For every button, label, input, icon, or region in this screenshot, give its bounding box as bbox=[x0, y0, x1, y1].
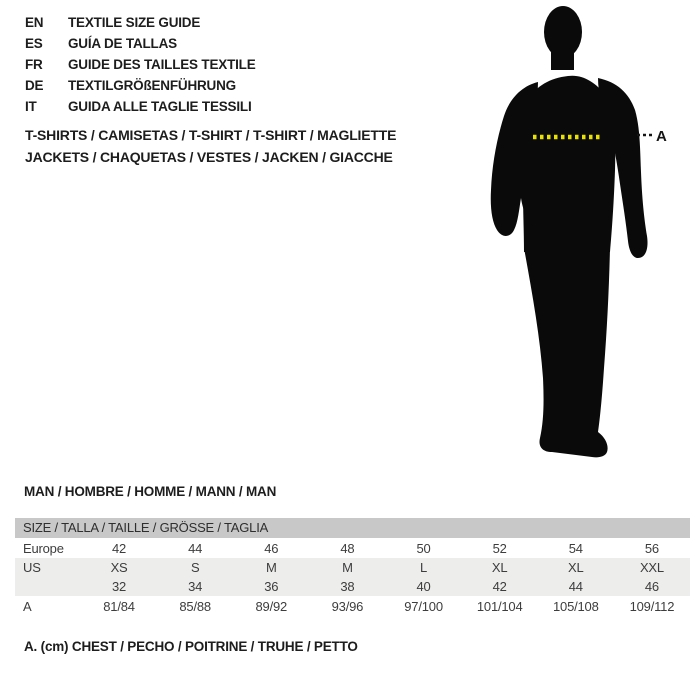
size-cell: 54 bbox=[568, 540, 583, 556]
language-title: GUÍA DE TALLAS bbox=[68, 36, 177, 51]
silhouette-legs bbox=[524, 248, 610, 457]
size-cell: 32 bbox=[112, 579, 127, 594]
language-code: IT bbox=[25, 99, 37, 114]
size-cell: S bbox=[190, 560, 200, 575]
size-cell: 36 bbox=[264, 579, 279, 594]
row-label: US bbox=[23, 560, 41, 575]
table-row-numeric bbox=[15, 577, 690, 596]
language-row-fr bbox=[25, 54, 256, 75]
size-table bbox=[15, 518, 690, 616]
man-silhouette-shape bbox=[491, 6, 648, 457]
man-section-heading: MAN / HOMBRE / HOMME / MANN / MAN bbox=[24, 484, 277, 499]
size-cell: XL bbox=[568, 560, 584, 575]
language-code: EN bbox=[25, 15, 44, 30]
measurement-footnote: A. (cm) CHEST / PECHO / POITRINE / TRUHE / PETTO bbox=[24, 639, 358, 654]
size-table-header: SIZE / TALLA / TAILLE / GRÖSSE / TAGLIA bbox=[15, 518, 690, 538]
language-code: DE bbox=[25, 78, 44, 93]
size-cell: XL bbox=[491, 560, 508, 575]
chest-marker-label: A bbox=[656, 128, 667, 145]
language-row-de bbox=[25, 75, 256, 96]
size-cell: 46 bbox=[264, 540, 279, 556]
size-cell: L bbox=[420, 560, 428, 575]
language-title: GUIDA ALLE TAGLIE TESSILI bbox=[68, 99, 252, 114]
size-cell: 97/100 bbox=[404, 598, 443, 614]
size-cell: M bbox=[265, 560, 277, 575]
language-code: FR bbox=[25, 57, 43, 72]
table-row-europe bbox=[15, 538, 690, 558]
language-title: TEXTILGRÖßENFÜHRUNG bbox=[68, 78, 236, 93]
man-silhouette-figure bbox=[480, 0, 700, 470]
size-cell: 56 bbox=[644, 540, 659, 556]
size-cell: 50 bbox=[416, 540, 431, 556]
size-cell: 105/108 bbox=[553, 598, 599, 614]
language-row-it bbox=[25, 96, 256, 117]
size-cell: 42 bbox=[112, 540, 127, 556]
language-code: ES bbox=[25, 36, 43, 51]
size-cell: 109/112 bbox=[629, 598, 675, 614]
silhouette-left-arm bbox=[491, 82, 544, 236]
size-cell: 48 bbox=[340, 540, 355, 556]
size-cell: 85/88 bbox=[179, 598, 211, 614]
size-cell: 81/84 bbox=[103, 598, 135, 614]
size-cell: 44 bbox=[188, 540, 203, 556]
row-label: A bbox=[23, 598, 32, 614]
size-cell: 40 bbox=[416, 579, 431, 594]
category-jackets: JACKETS / CHAQUETAS / VESTES / JACKEN / GIACCHE bbox=[25, 149, 393, 165]
size-cell: 52 bbox=[492, 540, 507, 556]
table-row-chest-a bbox=[15, 596, 690, 616]
size-cell: 34 bbox=[188, 579, 203, 594]
table-row-us bbox=[15, 558, 690, 577]
language-title: GUIDE DES TAILLES TEXTILE bbox=[68, 57, 256, 72]
silhouette-neck bbox=[551, 48, 574, 70]
row-label: Europe bbox=[23, 540, 64, 556]
size-cell: M bbox=[342, 560, 353, 575]
language-title-list bbox=[25, 12, 256, 117]
size-cell: 89/92 bbox=[255, 598, 288, 614]
size-cell: 42 bbox=[492, 579, 507, 594]
garment-categories bbox=[25, 124, 396, 168]
size-cell: XS bbox=[110, 560, 128, 575]
size-cell: 38 bbox=[340, 579, 355, 594]
language-row-es bbox=[25, 33, 256, 54]
size-cell: 46 bbox=[644, 579, 659, 594]
language-row-en bbox=[25, 12, 256, 33]
size-cell: XXL bbox=[639, 560, 664, 575]
category-tshirts: T-SHIRTS / CAMISETAS / T-SHIRT / T-SHIRT / MAGLIETTE bbox=[25, 127, 397, 143]
size-cell: 44 bbox=[568, 579, 583, 594]
language-title: TEXTILE SIZE GUIDE bbox=[68, 15, 201, 30]
man-silhouette-svg bbox=[480, 0, 700, 470]
size-cell: 101/104 bbox=[476, 598, 523, 614]
size-cell: 93/96 bbox=[331, 598, 364, 614]
